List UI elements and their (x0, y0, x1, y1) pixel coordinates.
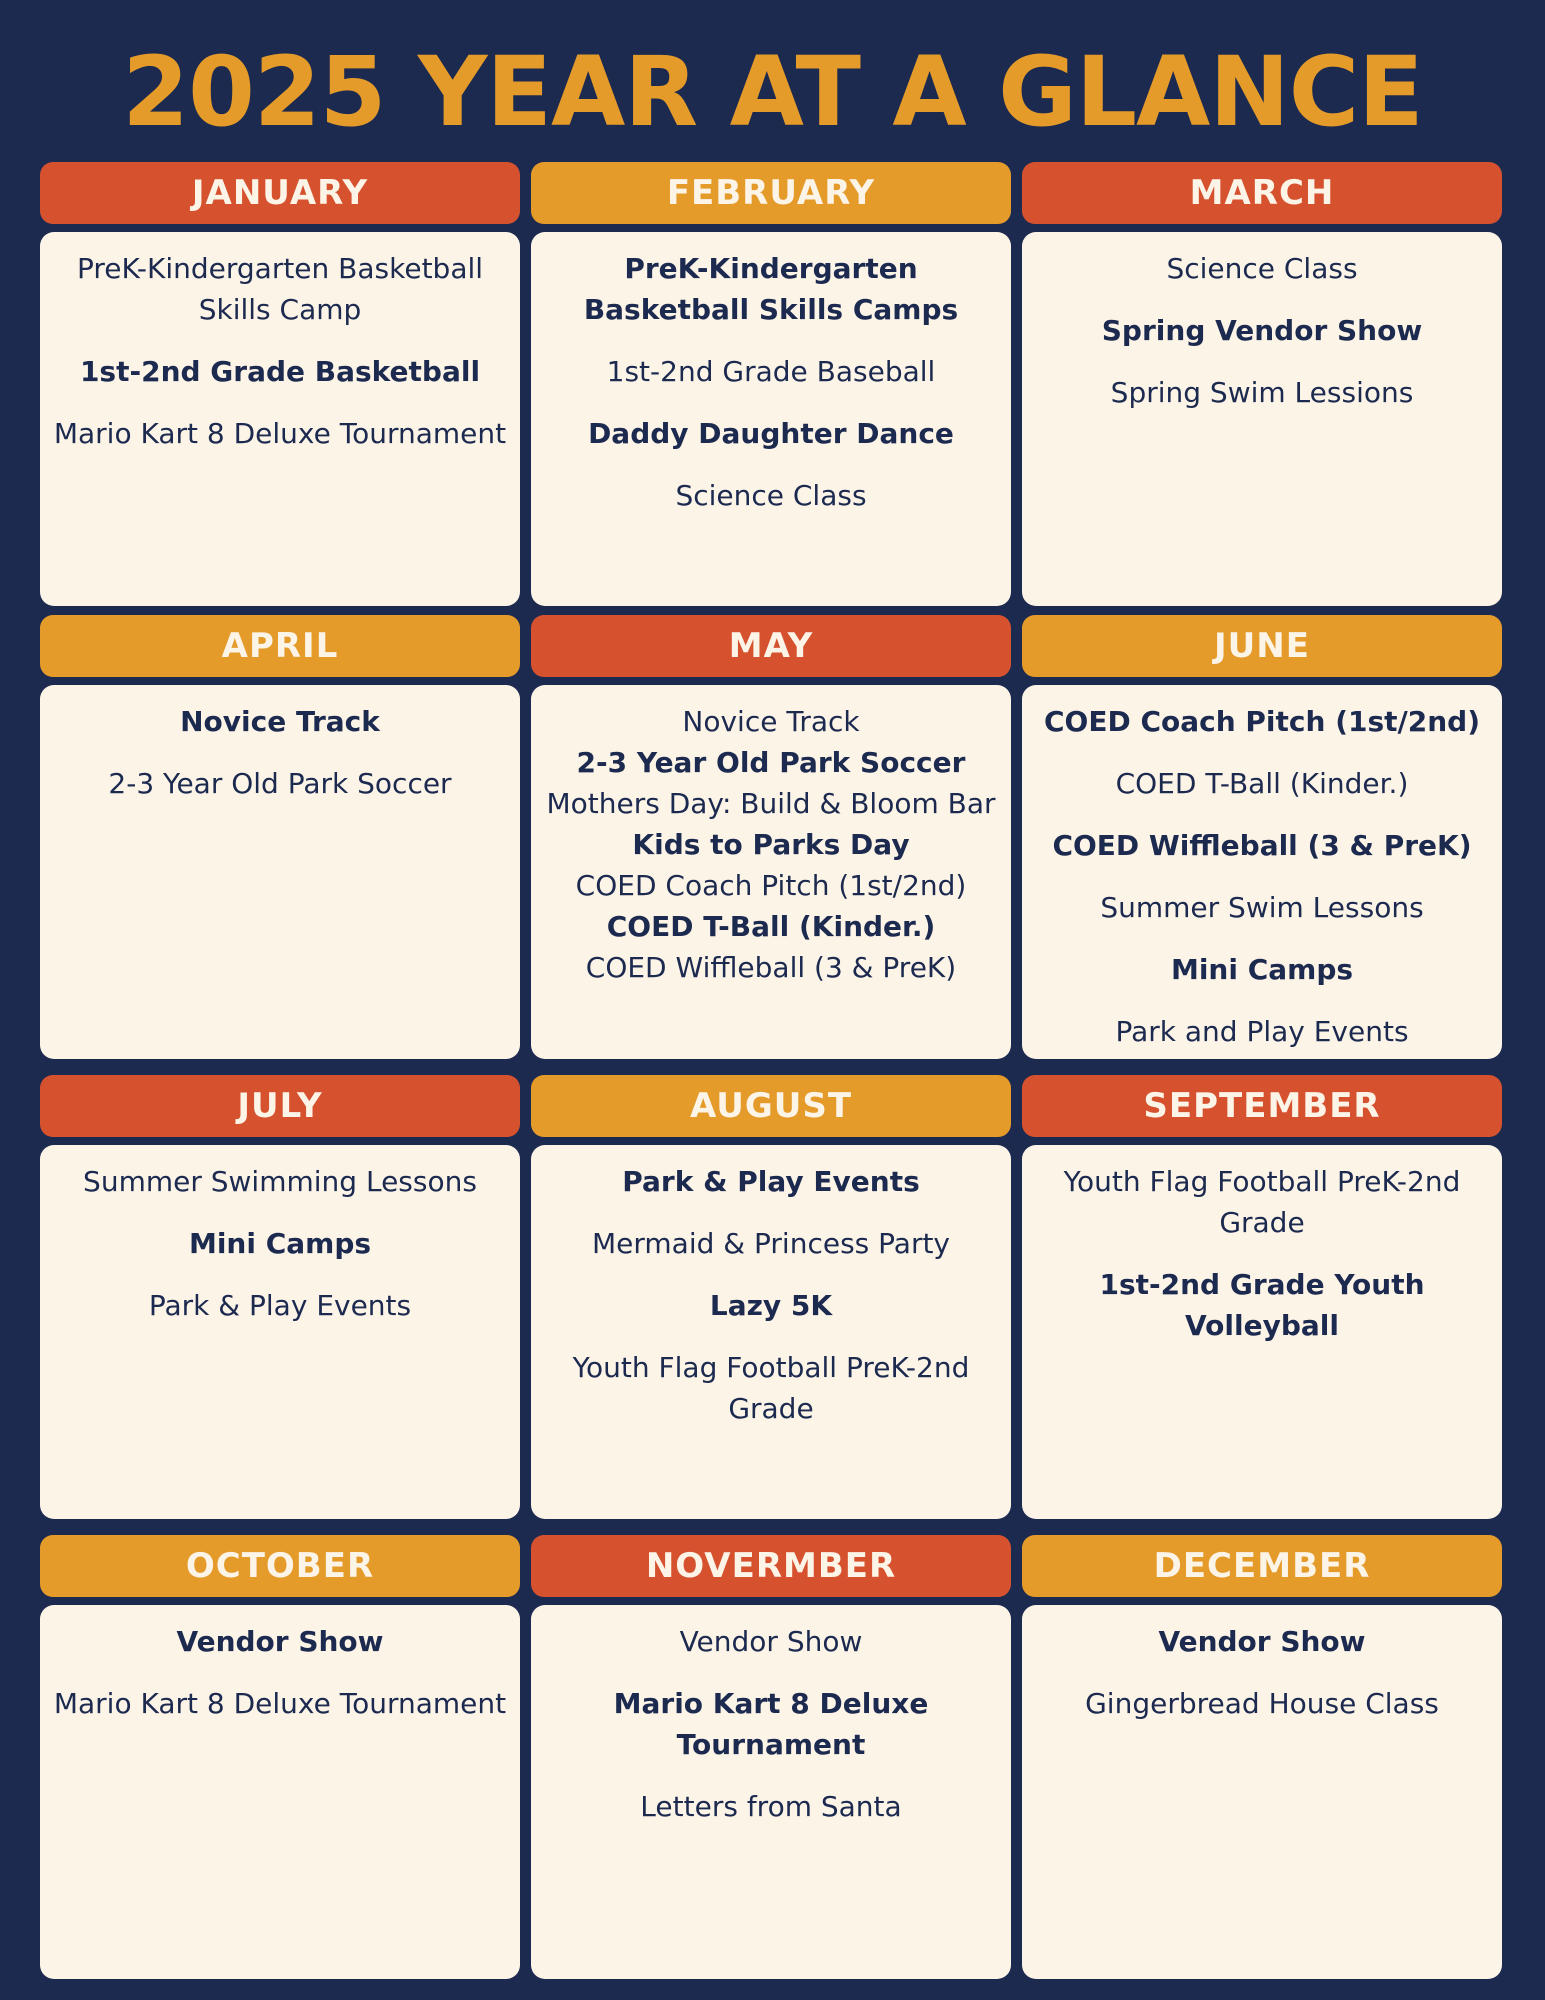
month-header: MAY (531, 615, 1011, 677)
event-item: Youth Flag Football PreK-2nd Grade (1063, 1165, 1461, 1239)
month-header: AUGUST (531, 1075, 1011, 1137)
month-card-april (40, 615, 520, 800)
event-item: COED Coach Pitch (1st/2nd) (575, 869, 967, 902)
month-card-july (40, 1075, 520, 1322)
event-item: Novice Track (682, 705, 860, 738)
event-item: Vendor Show (176, 1625, 384, 1658)
month-header: MARCH (1022, 162, 1502, 224)
month-header: FEBRUARY (531, 162, 1011, 224)
month-header: JUNE (1022, 615, 1502, 677)
event-item: 1st-2nd Grade Youth Volleyball (1099, 1268, 1425, 1342)
month-card-june (1022, 615, 1502, 1048)
month-header: OCTOBER (40, 1535, 520, 1597)
month-events (1022, 685, 1502, 1059)
event-item: Daddy Daughter Dance (588, 417, 954, 450)
event-item: COED Coach Pitch (1st/2nd) (1043, 705, 1481, 738)
event-item: Summer Swimming Lessons (83, 1165, 477, 1198)
event-item: Summer Swim Lessons (1100, 891, 1424, 924)
event-item: COED Wiffleball (3 & PreK) (585, 951, 957, 984)
month-events (1022, 1145, 1502, 1519)
month-events (40, 685, 520, 1059)
event-item: Park & Play Events (622, 1165, 920, 1198)
month-events (531, 685, 1011, 1059)
event-item: Park & Play Events (148, 1289, 412, 1322)
month-events (531, 1145, 1011, 1519)
page-title: 2025 YEAR AT A GLANCE (122, 36, 1423, 148)
event-item: COED T-Ball (Kinder.) (1115, 767, 1409, 800)
event-item: Lazy 5K (709, 1289, 833, 1322)
event-item: Novice Track (180, 705, 380, 738)
event-item: Spring Vendor Show (1101, 314, 1423, 347)
month-events (1022, 232, 1502, 606)
month-events (531, 232, 1011, 606)
month-card-august (531, 1075, 1011, 1425)
month-card-february (531, 162, 1011, 512)
event-item: PreK-Kindergarten Basketball Skills Camp (76, 252, 484, 326)
month-card-december (1022, 1535, 1502, 1720)
event-item: PreK-Kindergarten Basketball Skills Camps (583, 252, 959, 326)
month-card-march (1022, 162, 1502, 409)
event-item: 2-3 Year Old Park Soccer (108, 767, 452, 800)
month-header: APRIL (40, 615, 520, 677)
event-item: Mario Kart 8 Deluxe Tournament (613, 1687, 929, 1761)
event-item: Letters from Santa (640, 1790, 902, 1823)
month-header: SEPTEMBER (1022, 1075, 1502, 1137)
event-item: Mini Camps (1170, 953, 1354, 986)
month-card-september (1022, 1075, 1502, 1342)
month-header: DECEMBER (1022, 1535, 1502, 1597)
event-item: Gingerbread House Class (1085, 1687, 1439, 1720)
event-item: Vendor Show (1158, 1625, 1366, 1658)
month-events (40, 232, 520, 606)
event-item: COED T-Ball (Kinder.) (606, 910, 936, 943)
event-item: Mini Camps (188, 1227, 372, 1260)
month-events (40, 1605, 520, 1979)
event-item: Vendor Show (679, 1625, 863, 1658)
event-item: Park and Play Events (1115, 1015, 1409, 1048)
event-item: 1st-2nd Grade Basketball (79, 355, 481, 388)
month-header: NOVERMBER (531, 1535, 1011, 1597)
month-events (531, 1605, 1011, 1979)
event-item: Mermaid & Princess Party (592, 1227, 950, 1260)
month-events (40, 1145, 520, 1519)
month-header: JULY (40, 1075, 520, 1137)
event-item: 2-3 Year Old Park Soccer (576, 746, 966, 779)
month-header: JANUARY (40, 162, 520, 224)
event-item: COED Wiffleball (3 & PreK) (1052, 829, 1472, 862)
event-item: Youth Flag Football PreK-2nd Grade (572, 1351, 970, 1425)
month-card-novermber (531, 1535, 1011, 1823)
month-events (1022, 1605, 1502, 1979)
event-item: Mario Kart 8 Deluxe Tournament (53, 417, 507, 450)
event-item: Science Class (675, 479, 867, 512)
month-card-october (40, 1535, 520, 1720)
event-item: Kids to Parks Day (632, 828, 910, 861)
event-item: Spring Swim Lessions (1110, 376, 1414, 409)
event-item: Mario Kart 8 Deluxe Tournament (53, 1687, 507, 1720)
event-item: 1st-2nd Grade Baseball (606, 355, 936, 388)
event-item: Mothers Day: Build & Bloom Bar (546, 787, 996, 820)
month-card-january (40, 162, 520, 450)
event-item: Science Class (1166, 252, 1358, 285)
month-card-may (531, 615, 1011, 984)
